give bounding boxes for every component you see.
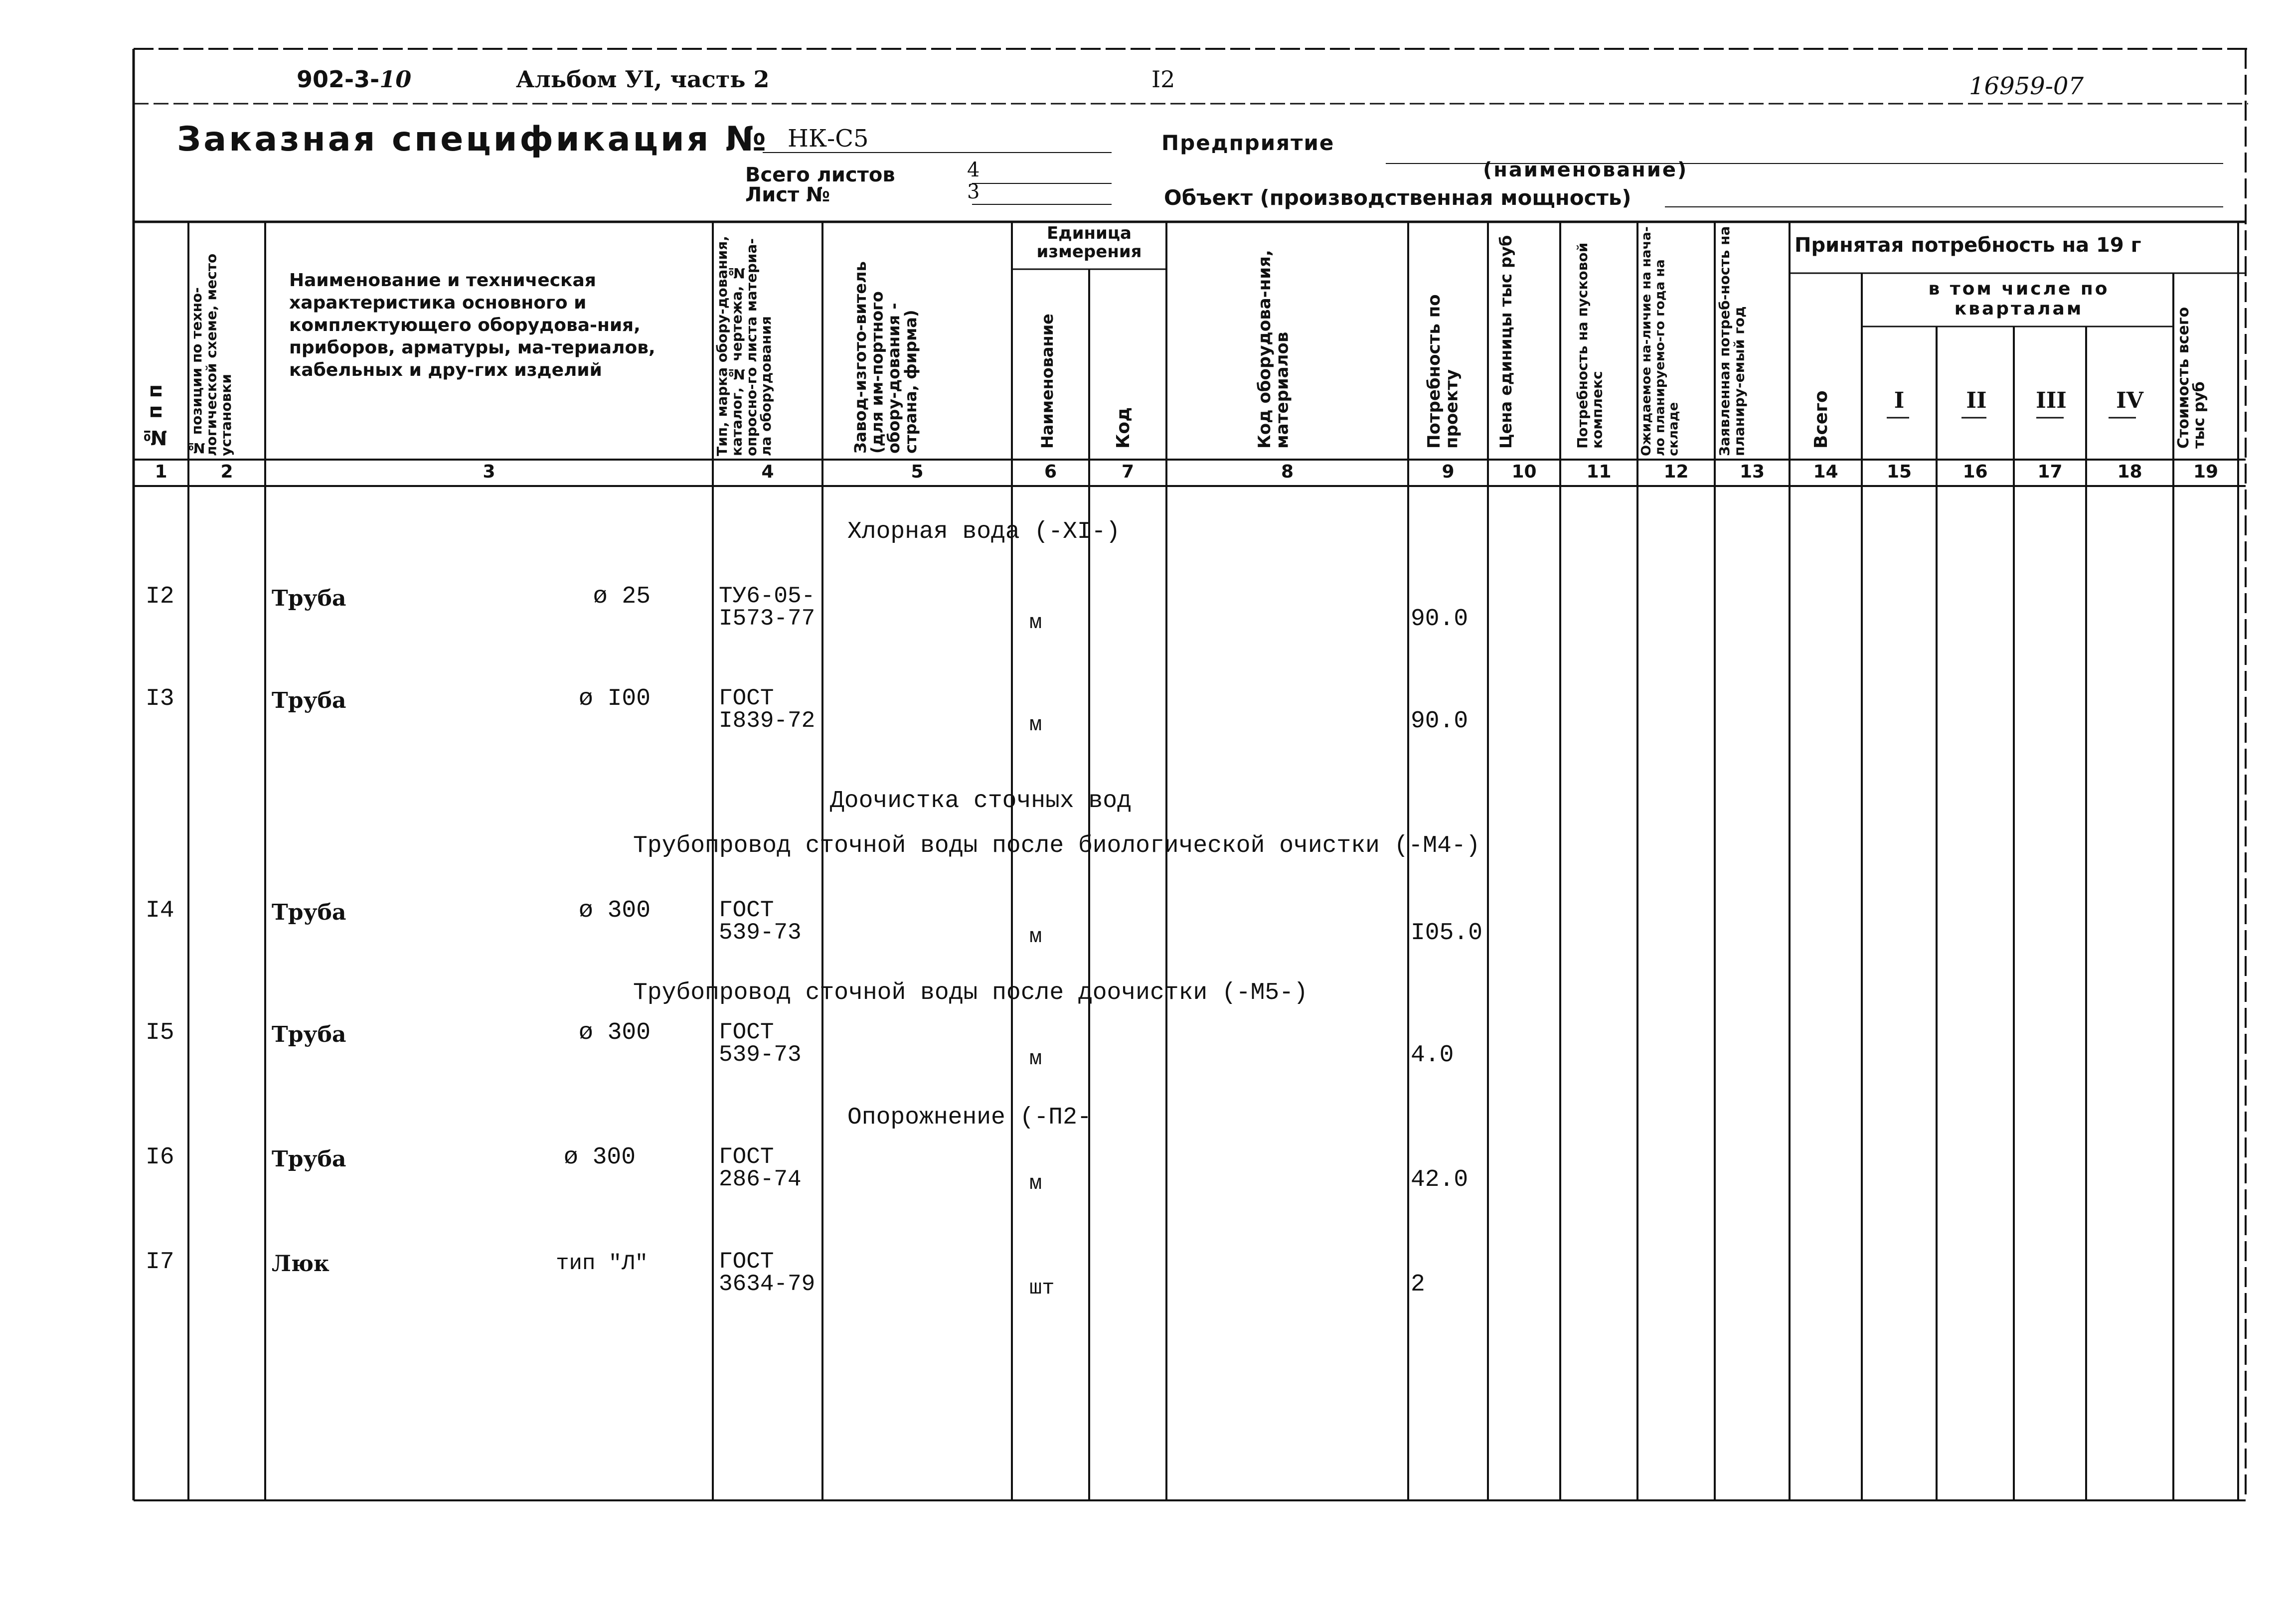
item-type-line1: ГОСТ bbox=[719, 1019, 774, 1045]
col-number-6: 6 bbox=[1044, 462, 1057, 482]
section-pipeline-post: Трубопровод сточной воды после доочистки (-М5-) bbox=[633, 979, 1308, 1006]
section-pipeline-bio: Трубопровод сточной воды после биологической очистки (-М4-) bbox=[633, 832, 1480, 859]
col-header-18: IV bbox=[2116, 388, 2143, 413]
row-number: I3 bbox=[146, 685, 174, 712]
item-quantity: I05.0 bbox=[1411, 920, 1483, 947]
total-sheets-label: Всего листов bbox=[745, 163, 895, 186]
col-number-15: 15 bbox=[1886, 462, 1912, 482]
col-number-19: 19 bbox=[2193, 462, 2219, 482]
spec-code: НК-С5 bbox=[788, 125, 869, 153]
col-number-18: 18 bbox=[2117, 462, 2142, 482]
item-type-line2: 286-74 bbox=[719, 1166, 802, 1192]
item-quantity: 90.0 bbox=[1411, 606, 1469, 633]
col-header-19: Стоимость всего тыс руб bbox=[2175, 307, 2208, 449]
col-number-12: 12 bbox=[1663, 462, 1689, 482]
item-unit: м bbox=[1029, 713, 1042, 737]
col-number-1: 1 bbox=[155, 462, 167, 482]
item-quantity: 42.0 bbox=[1411, 1166, 1469, 1193]
col-header-4: Тип, марка обору-дования, каталог, № чертежа, № опросно-го листа материа-ла оборудования bbox=[714, 236, 775, 456]
item-quantity: 90.0 bbox=[1411, 708, 1469, 735]
item-name: Труба bbox=[272, 586, 346, 611]
sheet-value: 3 bbox=[967, 180, 980, 203]
item-type-line1: ГОСТ bbox=[719, 1144, 774, 1170]
total-sheets-value: 4 bbox=[967, 159, 980, 181]
item-name: Труба bbox=[272, 688, 346, 713]
document-number: 16959-07 bbox=[1969, 72, 2084, 100]
item-type-line1: ГОСТ bbox=[719, 685, 774, 711]
col-header-15-18: в том числе по кварталам bbox=[1928, 279, 2110, 319]
spec-title: Заказная спецификация № bbox=[177, 120, 769, 159]
item-unit: м bbox=[1029, 611, 1042, 635]
sheet-label: Лист № bbox=[745, 183, 830, 206]
item-type-line1: ТУ6-05- bbox=[719, 583, 816, 609]
col-number-2: 2 bbox=[220, 462, 233, 482]
item-spec: ø 300 bbox=[578, 897, 651, 924]
col-number-17: 17 bbox=[2037, 462, 2063, 482]
item-spec: ø 300 bbox=[563, 1144, 636, 1171]
item-spec: ø 25 bbox=[593, 583, 651, 610]
col-header-6: Наименование bbox=[1038, 314, 1057, 449]
col-header-3: Наименование и техническая характеристика основного и комплектующего оборудова-ния, приборов, арматуры, ма-териалов, кабельных и дру-гих изделий bbox=[289, 270, 655, 380]
col-header-7: Код bbox=[1113, 407, 1134, 449]
col-header-13: Заявленная потреб-ность на планиру-емый год bbox=[1716, 226, 1748, 456]
row-number: I6 bbox=[146, 1144, 174, 1171]
row-number: I4 bbox=[146, 897, 174, 924]
item-spec: ø I00 bbox=[578, 685, 651, 712]
item-spec: ø 300 bbox=[578, 1019, 651, 1046]
item-name: Труба bbox=[272, 900, 346, 925]
page-number: I2 bbox=[1151, 66, 1175, 93]
col-number-3: 3 bbox=[483, 462, 495, 482]
item-unit: шт bbox=[1029, 1276, 1055, 1300]
col-number-13: 13 bbox=[1739, 462, 1765, 482]
col-number-10: 10 bbox=[1511, 462, 1537, 482]
item-type-line2: I839-72 bbox=[719, 708, 816, 734]
item-type-line2: 539-73 bbox=[719, 920, 802, 946]
item-quantity: 2 bbox=[1411, 1271, 1425, 1298]
row-number: I2 bbox=[146, 583, 174, 610]
section-chlorine-water: Хлорная вода (-XI-) bbox=[847, 518, 1121, 545]
item-quantity: 4.0 bbox=[1411, 1042, 1454, 1069]
col-header-16: II bbox=[1966, 388, 1987, 413]
col-number-9: 9 bbox=[1442, 462, 1455, 482]
col-number-8: 8 bbox=[1281, 462, 1294, 482]
row-number: I5 bbox=[146, 1019, 174, 1046]
item-name: Люк bbox=[272, 1251, 329, 1277]
col-header-6-7: Единица измерения bbox=[1036, 223, 1142, 262]
col-header-17: III bbox=[2036, 388, 2067, 413]
item-unit: м bbox=[1029, 925, 1042, 949]
enterprise-label: Предприятие bbox=[1161, 131, 1335, 155]
item-type-line2: 539-73 bbox=[719, 1042, 802, 1068]
name-caption: (наименование) bbox=[1483, 159, 1688, 181]
album-label: Альбом УI, часть 2 bbox=[516, 66, 770, 93]
col-header-8: Код оборудова-ния, материалов bbox=[1255, 250, 1293, 449]
item-unit: м bbox=[1029, 1047, 1042, 1071]
col-number-16: 16 bbox=[1962, 462, 1988, 482]
col-number-11: 11 bbox=[1586, 462, 1612, 482]
col-number-4: 4 bbox=[761, 462, 774, 482]
section-post-treatment: Доочистка сточных вод bbox=[830, 788, 1132, 814]
item-type-line1: ГОСТ bbox=[719, 897, 774, 923]
item-name: Труба bbox=[272, 1146, 346, 1172]
col-header-11: Потребность на пусковой комплекс bbox=[1574, 242, 1606, 449]
col-number-5: 5 bbox=[911, 462, 924, 482]
col-number-14: 14 bbox=[1813, 462, 1838, 482]
col-header-10: Цена единицы тыс руб bbox=[1496, 235, 1515, 449]
item-name: Труба bbox=[272, 1022, 346, 1047]
item-spec: тип "Л" bbox=[556, 1251, 648, 1276]
col-number-7: 7 bbox=[1121, 462, 1135, 482]
object-label: Объект (производственная мощность) bbox=[1164, 185, 1632, 210]
col-header-2: № позиции по техно-логической схеме, место установки bbox=[188, 253, 234, 456]
item-type-line2: 3634-79 bbox=[719, 1271, 816, 1297]
col-header-15: I bbox=[1894, 388, 1905, 413]
col-header-1: № п п bbox=[144, 384, 166, 449]
project-code-suffix: 10 bbox=[379, 66, 412, 93]
item-type-line1: ГОСТ bbox=[719, 1249, 774, 1275]
col-header-12: Ожидаемое на-личие на нача-ло планируемо-го года на складе bbox=[1639, 226, 1681, 456]
col-header-14: Всего bbox=[1811, 390, 1831, 449]
section-drainage: Опорожнение (-П2- bbox=[847, 1104, 1092, 1131]
col-header-14-18: Принятая потребность на 19 г bbox=[1795, 234, 2141, 257]
row-number: I7 bbox=[146, 1249, 174, 1276]
col-header-5: Завод-изгото-витель (для им-портного обору-дования - страна, фирма) bbox=[851, 261, 920, 454]
item-type-line2: I573-77 bbox=[719, 606, 816, 632]
col-header-9: Потребность по проекту bbox=[1424, 294, 1462, 449]
project-code bbox=[297, 66, 411, 93]
project-code-base: 902-3- bbox=[297, 66, 380, 93]
item-unit: м bbox=[1029, 1171, 1042, 1195]
